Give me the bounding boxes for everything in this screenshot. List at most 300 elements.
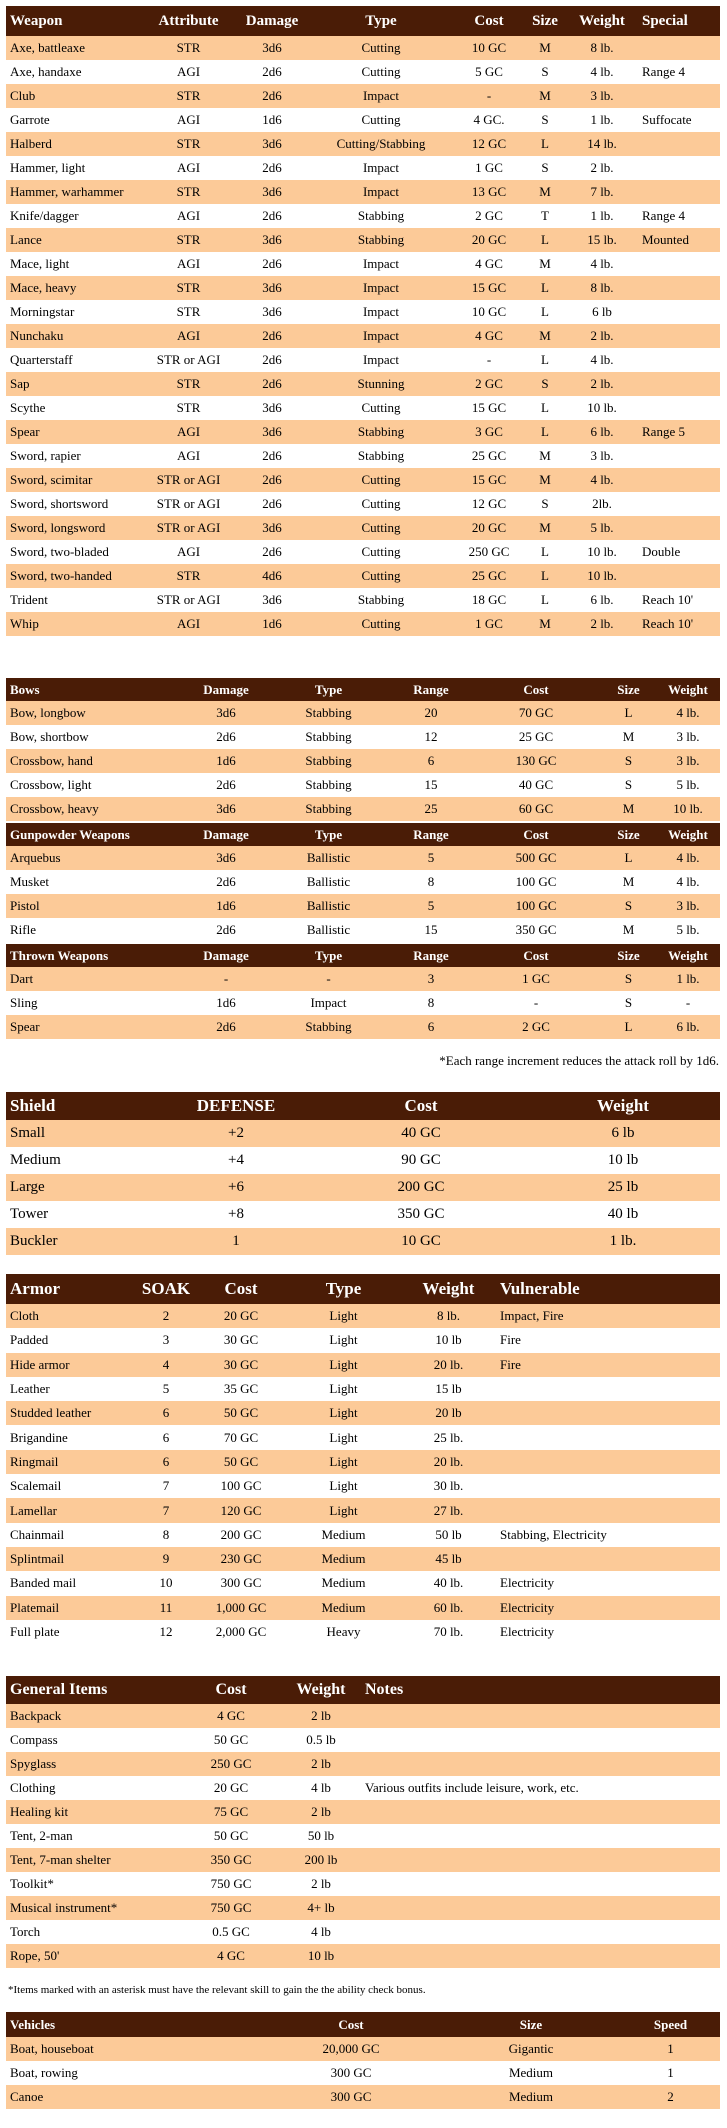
cell-weight: 20 lb.: [401, 1353, 496, 1377]
cell-cost: 10 GC: [454, 36, 524, 60]
cell-type: Medium: [321, 1526, 366, 1542]
table-row: [6, 1228, 720, 1255]
column-header-cost: Cost: [181, 1676, 281, 1704]
cell-armor: Cloth: [6, 1304, 136, 1328]
table-row: [6, 918, 720, 943]
cell-range: 3: [391, 967, 471, 991]
cell-size: L: [541, 592, 549, 607]
cell-special: [638, 84, 720, 108]
cell-special: [638, 156, 720, 180]
cell-range: 6: [391, 749, 471, 773]
cell-attribute: STR: [176, 400, 201, 415]
column-header-cost: Cost: [471, 822, 601, 846]
cell-attribute: STR: [141, 84, 236, 108]
cell-cost: 60 GC: [471, 797, 601, 822]
cell-cost: 10 GC: [316, 1228, 526, 1255]
cell-weapon: Hammer, warhammer: [6, 180, 141, 204]
cell-weight: 3 lb.: [656, 894, 720, 918]
cell-attribute: AGI: [176, 448, 201, 463]
cell-attribute: STR or AGI: [156, 592, 221, 607]
column-header-weight: Weight: [401, 1274, 496, 1304]
cell-damage: 2d6: [262, 256, 282, 271]
cell-cost: 30 GC: [223, 1332, 259, 1348]
cell-type: Cutting: [361, 64, 401, 79]
cell-weight: 10 lb: [435, 1332, 462, 1348]
cell-type: Cutting: [308, 36, 454, 60]
cell-type: Medium: [286, 1596, 401, 1620]
cell-type: Medium: [286, 1547, 401, 1571]
cell-bows: Crossbow, hand: [6, 749, 186, 773]
cell-damage: 3d6: [236, 132, 308, 156]
cell-cost: 5 GC: [475, 64, 503, 79]
cell-cost: 200 GC: [316, 1174, 526, 1201]
table-row: [6, 2061, 720, 2085]
cell-notes: [361, 1872, 720, 1896]
cell-type: Cutting: [308, 516, 454, 540]
cell-cost: 1 GC: [475, 160, 503, 175]
cell-type: Impact: [362, 352, 400, 367]
cell-weight: 40 lb.: [433, 1575, 464, 1591]
cell-weight: 6 lb.: [656, 1015, 720, 1039]
cell-cost: 25 GC: [471, 448, 507, 463]
cell-armor: Full plate: [10, 1624, 60, 1639]
cell-weight: 8 lb.: [401, 1304, 496, 1328]
header-row: [6, 1092, 720, 1120]
table-row: [6, 749, 720, 773]
cell-cost: 2 GC: [475, 208, 503, 223]
cell-weight: 2 lb.: [566, 612, 638, 636]
table-row: [6, 1015, 720, 1039]
column-header-size: Size: [524, 6, 566, 36]
table-row: [6, 1800, 720, 1824]
cell-gunpowder-weapons: Arquebus: [6, 846, 186, 870]
cell-weight: 27 lb.: [401, 1498, 496, 1522]
cell-weapon: Morningstar: [10, 304, 75, 319]
cell-special: [638, 276, 720, 300]
cell-shield: Tower: [10, 1206, 49, 1222]
cell-size: L: [601, 1015, 656, 1039]
column-header-damage: Damage: [186, 822, 266, 846]
cell-damage: 2d6: [262, 352, 282, 367]
cell-weight: 1 lb.: [656, 967, 720, 991]
cell-damage: 2d6: [262, 496, 282, 511]
cell-damage: 2d6: [186, 1015, 266, 1039]
table-row: [6, 894, 720, 918]
column-header-size: Size: [601, 678, 656, 701]
cell-weapon: Trident: [10, 592, 48, 607]
cell-type: Light: [329, 1332, 358, 1348]
cell-bows: Bow, shortbow: [10, 729, 89, 744]
cell-type: Cutting: [361, 496, 401, 511]
column-header-shield: Shield: [6, 1092, 156, 1120]
cell-weight: 4 lb.: [566, 468, 638, 492]
table-row: [6, 60, 720, 84]
cell-damage: 1d6: [186, 749, 266, 773]
cell-damage: 2d6: [262, 160, 282, 175]
cell-shield: Small: [6, 1120, 156, 1147]
cell-armor: Ringmail: [6, 1450, 136, 1474]
cell-weight: 4 lb: [311, 1924, 331, 1939]
table-row: [6, 1571, 720, 1595]
cell-cost: 15 GC: [454, 276, 524, 300]
cell-size: L: [524, 420, 566, 444]
cell-cost: 70 GC: [471, 701, 601, 725]
cell-weight: 1 lb.: [590, 112, 614, 127]
table-row: [6, 1704, 720, 1728]
cell-shield: Buckler: [6, 1228, 156, 1255]
cell-weight: 6 lb: [592, 304, 612, 319]
cell-weight: 6 lb.: [566, 420, 638, 444]
cell-cost: 100 GC: [220, 1478, 262, 1494]
cell-cost: 20,000 GC: [261, 2037, 441, 2061]
cell-cost: 30 GC: [196, 1353, 286, 1377]
table-row: [6, 1896, 720, 1920]
cell-special: [638, 372, 720, 396]
cell-cost: 18 GC: [471, 592, 507, 607]
cell-cost: 25 GC: [454, 564, 524, 588]
table-row: [6, 1377, 720, 1401]
cell-weight: 30 lb.: [433, 1478, 464, 1494]
column-header-range: Range: [391, 678, 471, 701]
cell-cost: 20 GC: [454, 228, 524, 252]
cell-weight: 2lb.: [592, 496, 612, 511]
cell-damage: 2d6: [262, 64, 282, 79]
cell-weight: 50 lb: [307, 1828, 335, 1843]
cell-weight: 0.5 lb: [306, 1732, 336, 1747]
cell-general-items: Healing kit: [6, 1800, 181, 1824]
table-row: [6, 492, 720, 516]
cell-weight: 15 lb: [435, 1381, 462, 1397]
cell-weapon: Quarterstaff: [10, 352, 73, 367]
cell-cost: 90 GC: [401, 1152, 441, 1168]
cell-size: M: [524, 180, 566, 204]
cell-type: Cutting: [308, 564, 454, 588]
cell-attribute: AGI: [176, 544, 201, 559]
cell-soak: 10: [159, 1575, 173, 1591]
cell-type: Stunning: [308, 372, 454, 396]
cell-damage: 2d6: [216, 777, 236, 792]
cell-type: Impact: [362, 256, 400, 271]
cell-weight: 2 lb: [281, 1752, 361, 1776]
table-row: [6, 1523, 720, 1547]
cell-cost: 50 GC: [213, 1828, 249, 1843]
cell-size: M: [539, 448, 551, 463]
cell-weight: 10 lb.: [587, 544, 617, 559]
cell-cost: 40 GC: [316, 1120, 526, 1147]
cell-weight: 4 lb.: [590, 64, 614, 79]
cell-cost: 4 GC: [475, 256, 503, 271]
cell-type: Stabbing: [266, 749, 391, 773]
cell-vulnerable: [496, 1401, 720, 1425]
cell-armor: Studded leather: [6, 1401, 136, 1425]
column-header-type: Type: [266, 943, 391, 967]
cell-cost: 500 GC: [471, 846, 601, 870]
cell-type: Stabbing: [266, 1015, 391, 1039]
cell-weapon: Lance: [6, 228, 141, 252]
cell-notes: [361, 1920, 720, 1944]
cell-special: Mounted: [638, 228, 720, 252]
table-row: [6, 564, 720, 588]
cell-cost: 300 GC: [261, 2085, 441, 2109]
cell-general-items: Tent, 7-man shelter: [6, 1848, 181, 1872]
table-row: [6, 1304, 720, 1328]
cell-attribute: AGI: [176, 160, 201, 175]
cell-damage: 3d6: [236, 420, 308, 444]
column-header-cost: Cost: [454, 6, 524, 36]
cell-attribute: STR: [176, 304, 201, 319]
cell-vulnerable: [496, 1474, 720, 1498]
column-header-cost: Cost: [196, 1274, 286, 1304]
cell-special: [638, 324, 720, 348]
cell-size: L: [541, 304, 549, 319]
cell-soak: 4: [136, 1353, 196, 1377]
cell-cost: 100 GC: [471, 894, 601, 918]
cell-size: M: [539, 256, 551, 271]
cell-weapon: Sword, two-handed: [6, 564, 141, 588]
cell-type: Cutting: [361, 112, 401, 127]
cell-type: Light: [329, 1429, 358, 1445]
cell-weight: 1 lb.: [526, 1228, 720, 1255]
cell-notes: [361, 1944, 720, 1968]
table-row: [6, 1201, 720, 1228]
cell-cost: 12 GC: [454, 132, 524, 156]
cell-vulnerable: Fire: [496, 1353, 720, 1377]
header-row: [6, 2012, 720, 2037]
cell-attribute: STR or AGI: [141, 516, 236, 540]
header-row: [6, 1676, 720, 1704]
cell-thrown-weapons: Sling: [10, 995, 38, 1010]
cell-weight: -: [685, 995, 691, 1010]
cell-weapon: Mace, light: [10, 256, 70, 271]
cell-bows: Bow, longbow: [6, 701, 186, 725]
cell-vulnerable: [496, 1377, 720, 1401]
cell-weight: 4 lb.: [656, 846, 720, 870]
cell-size: L: [541, 544, 549, 559]
column-header-speed: Speed: [621, 2012, 720, 2037]
cell-type: Impact: [308, 84, 454, 108]
cell-damage: 3d6: [236, 228, 308, 252]
cell-special: [638, 564, 720, 588]
table-row: [6, 1776, 720, 1800]
cell-vulnerable: [496, 1425, 720, 1449]
column-header-type: Type: [266, 822, 391, 846]
cell-special: Reach 10': [642, 592, 694, 607]
cell-range: 15: [424, 777, 438, 792]
table-row: [6, 84, 720, 108]
cell-special: [638, 36, 720, 60]
cell-size: M: [622, 874, 635, 889]
cell-cost: 3 GC: [454, 420, 524, 444]
cell-weapon: Garrote: [10, 112, 50, 127]
cell-cost: 750 GC: [210, 1876, 252, 1891]
table-row: [6, 204, 720, 228]
cell-damage: 2d6: [236, 324, 308, 348]
cell-cost: 250 GC: [468, 544, 510, 559]
cell-type: Ballistic: [306, 922, 351, 937]
cell-size: S: [601, 967, 656, 991]
cell-weight: 3 lb.: [656, 749, 720, 773]
cell-type: Stabbing: [266, 797, 391, 822]
cell-size: L: [524, 276, 566, 300]
cell-special: [638, 444, 720, 468]
cell-thrown-weapons: Spear: [6, 1015, 186, 1039]
cell-soak: 7: [136, 1498, 196, 1522]
cell-general-items: Compass: [10, 1732, 58, 1747]
cell-vulnerable: Electricity: [496, 1596, 720, 1620]
cell-attribute: AGI: [176, 256, 201, 271]
cell-size: L: [601, 701, 656, 725]
cell-bows: Crossbow, light: [10, 777, 92, 792]
cell-type: Stabbing: [357, 208, 405, 223]
cell-notes: [361, 1752, 720, 1776]
cell-damage: 2d6: [216, 874, 236, 889]
cell-armor: Leather: [10, 1381, 50, 1397]
cell-cost: 4 GC: [181, 1944, 281, 1968]
range-increment-note: *Each range increment reduces the attack roll by 1d6.: [439, 1053, 719, 1068]
general-items-table: [6, 1676, 720, 1968]
cell-defense: +6: [156, 1174, 316, 1201]
cell-cost: 50 GC: [213, 1732, 249, 1747]
table-row: [6, 132, 720, 156]
cell-weight: 2 lb: [311, 1876, 331, 1891]
table-row: [6, 725, 720, 749]
table-row: [6, 1620, 720, 1644]
shield-table: [6, 1092, 720, 1255]
cell-notes: [361, 1824, 720, 1848]
cell-cost: 75 GC: [181, 1800, 281, 1824]
table-row: [6, 372, 720, 396]
cell-weapon: Nunchaku: [6, 324, 141, 348]
cell-attribute: STR or AGI: [156, 496, 221, 511]
cell-soak: 6: [162, 1429, 170, 1445]
cell-weapon: Sword, longsword: [6, 516, 141, 540]
cell-damage: 4d6: [236, 564, 308, 588]
cell-cost: 200 GC: [220, 1526, 262, 1542]
cell-damage: 3d6: [236, 516, 308, 540]
cell-cost: 1 GC: [454, 612, 524, 636]
cell-soak: 8: [162, 1526, 170, 1542]
cell-attribute: STR: [141, 564, 236, 588]
cell-soak: 6: [136, 1450, 196, 1474]
cell-soak: 6: [136, 1401, 196, 1425]
cell-cost: -: [454, 84, 524, 108]
cell-cost: 120 GC: [196, 1498, 286, 1522]
table-row: [6, 1752, 720, 1776]
cell-special: [638, 468, 720, 492]
cell-special: Range 5: [638, 420, 720, 444]
cell-range: 6: [391, 1015, 471, 1039]
table-row: [6, 36, 720, 60]
cell-type: Stabbing: [308, 420, 454, 444]
cell-special: Range 4: [642, 208, 685, 223]
cell-weapon: Knife/dagger: [10, 208, 79, 223]
cell-type: Light: [329, 1381, 358, 1397]
cell-weight: 2 lb.: [566, 372, 638, 396]
cell-damage: 2d6: [262, 544, 282, 559]
column-header-vehicles: Vehicles: [6, 2012, 261, 2037]
cell-soak: 7: [162, 1478, 170, 1494]
cell-weapon: Whip: [6, 612, 141, 636]
table-row: [6, 348, 720, 372]
cell-weight: 2 lb: [281, 1704, 361, 1728]
cell-soak: 5: [162, 1381, 170, 1397]
cell-attribute: STR or AGI: [141, 468, 236, 492]
cell-weight: 15 lb.: [566, 228, 638, 252]
cell-damage: 3d6: [236, 180, 308, 204]
header-row: [6, 6, 720, 36]
cell-type: Light: [286, 1401, 401, 1425]
cell-armor: Brigandine: [10, 1429, 68, 1445]
cell-attribute: STR: [141, 132, 236, 156]
cell-vehicles: Canoe: [6, 2085, 261, 2109]
cell-cost: 100 GC: [515, 874, 557, 889]
column-header-range: Range: [391, 943, 471, 967]
cell-cost: 50 GC: [196, 1450, 286, 1474]
cell-general-items: Backpack: [6, 1704, 181, 1728]
cell-damage: 3d6: [236, 36, 308, 60]
cell-cost: 70 GC: [223, 1429, 259, 1445]
cell-size: Medium: [508, 2065, 554, 2080]
cell-attribute: STR: [141, 180, 236, 204]
cell-size: M: [524, 612, 566, 636]
cell-weight: 5 lb.: [566, 516, 638, 540]
column-header-weight: Weight: [656, 943, 720, 967]
cell-damage: 2d6: [236, 84, 308, 108]
cell-weight: 4+ lb: [281, 1896, 361, 1920]
cell-attribute: STR: [141, 276, 236, 300]
column-header-defense: DEFENSE: [156, 1092, 316, 1120]
cell-damage: 3d6: [262, 400, 282, 415]
cell-type: Heavy: [326, 1624, 361, 1639]
cell-special: [638, 300, 720, 324]
cell-size: L: [524, 132, 566, 156]
cell-special: [638, 516, 720, 540]
table-row: [6, 1920, 720, 1944]
column-header-bows: Bows: [6, 678, 186, 701]
cell-notes: [361, 1848, 720, 1872]
cell-size: S: [541, 160, 549, 175]
cell-attribute: STR: [141, 36, 236, 60]
column-header-size: Size: [601, 822, 656, 846]
cell-weight: 10 lb: [281, 1944, 361, 1968]
cell-cost: 350 GC: [397, 1206, 445, 1222]
cell-type: Cutting: [308, 612, 454, 636]
cell-weight: 7 lb.: [566, 180, 638, 204]
column-header-weight: Weight: [281, 1676, 361, 1704]
cell-weight: 50 lb: [435, 1526, 462, 1542]
cell-vulnerable: Impact, Fire: [496, 1304, 720, 1328]
cell-weight: 2 lb.: [590, 160, 614, 175]
cell-shield: Medium: [10, 1152, 61, 1168]
cell-weapon: Sword, scimitar: [6, 468, 141, 492]
cell-cost: 1,000 GC: [196, 1596, 286, 1620]
cell-size: L: [524, 564, 566, 588]
cell-attribute: AGI: [176, 208, 201, 223]
column-header-cost: Cost: [261, 2012, 441, 2037]
cell-armor: Hide armor: [6, 1353, 136, 1377]
cell-defense: 1: [156, 1228, 316, 1255]
cell-weight: 40 lb: [607, 1206, 639, 1222]
cell-range: 12: [424, 729, 438, 744]
cell-notes: [361, 1896, 720, 1920]
cell-range: 5: [391, 894, 471, 918]
ranged-weapons-table: [6, 678, 720, 1039]
cell-weapon: Club: [6, 84, 141, 108]
cell-type: Impact: [308, 180, 454, 204]
cell-weight: 20 lb: [401, 1401, 496, 1425]
cell-armor: Chainmail: [10, 1526, 65, 1542]
table-row: [6, 300, 720, 324]
